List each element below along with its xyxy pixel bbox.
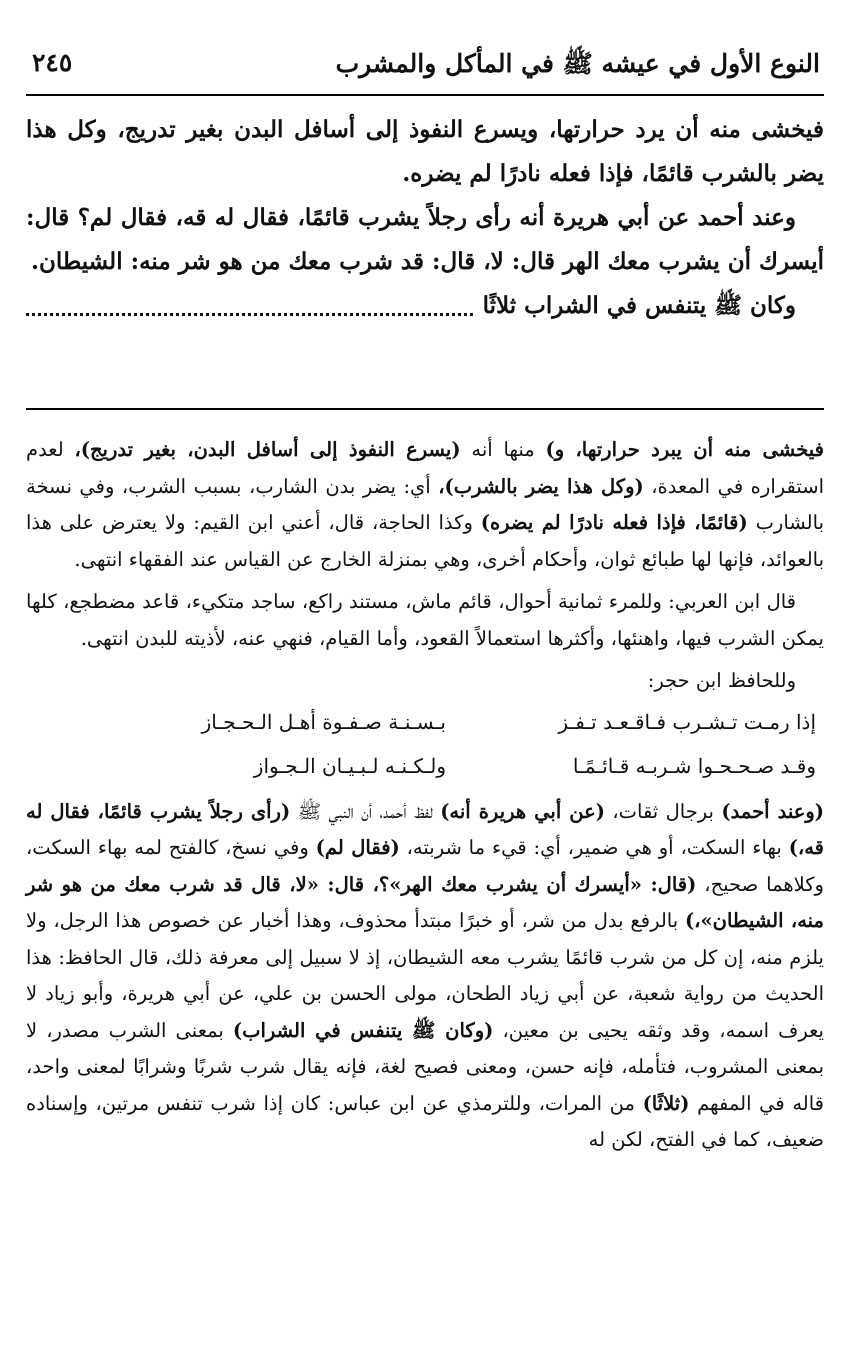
text-run: برجال ثقات،	[604, 799, 722, 823]
text-run: بالرفع بدل من شر، أو خبرًا مبتدأ محذوف، وهذا أخبار عن خصوص هذا الرجل، ولا يلزم منه، إن كل من شرب قائمًا يشرب معه الشيطان، إذ لا سبيل إلى معرفة ذلك، قال الحافظ: هذا الحديث من رواية شعبة، عن أبي زياد الطحان، مولى الحسن بن علي، عن أبي هريرة، وأبو زياد لا يعرف اسمه، وقد وثقه يحيى بن معين،	[26, 909, 824, 1042]
dotted-leader	[26, 297, 473, 316]
text-run: لفظ أحمد، أن النبي ﷺ	[290, 799, 441, 823]
verse-1-second-hemistich: بـسـنـة صـفـوة أهـل الـحـجـاز	[201, 709, 446, 734]
verse-2-second-hemistich: ولـكـنـه لـبـيـان الـجـواز	[253, 753, 446, 778]
section-divider	[26, 408, 824, 410]
bold-quote-run: فيخشى منه أن يبرد حرارتها، و)	[545, 438, 825, 461]
poem-intro: وللحافظ ابن حجر:	[647, 669, 796, 692]
main-paragraph-3-text: وكان ﷺ يتنفس في الشراب ثلاثًا	[482, 292, 796, 319]
bold-quote-run: (قال: «أيسرك أن يشرب معك الهر»؟، قال: «لا، قال قد شرب معك من هو شر منه، الشيطان»،)	[26, 872, 824, 932]
text-run: بهاء السكت، أو هي ضمير، أي: قيء ما شربته،	[399, 836, 789, 859]
text-run: وكذا الحاجة، قال، أعني ابن القيم: ولا يعترض على هذا بالعوائد، فإنها لها طبائع ثوان، وأحكام أخرى، وهي بمنزلة الخارج عن القياس عند الفقهاء انتهى.	[26, 511, 824, 571]
bold-quote-run: (عن أبي هريرة أنه)	[440, 799, 605, 823]
book-page	[26, 0, 824, 1359]
verse-1-first-hemistich: إذا رمـت تـشـرب فـاقـعـد تـفـز	[558, 709, 816, 734]
bold-quote-run: (وكان ﷺ يتنفس في الشراب)	[232, 1018, 494, 1042]
text-run: أي: يضر بدن الشارب، بسبب الشرب، وفي نسخة بالشارب	[26, 474, 824, 534]
main-paragraph-3	[26, 284, 824, 328]
commentary-paragraph-2: قال ابن العربي: وللمرء ثمانية أحوال، قائم ماش، مستند راكع، ساجد متكيء، قاعد مضطجع، كلها يمكن الشرب فيها، واهنئها، وأكثرها استعمالاً القعود، وأما القيام، فنهي عنه، لأذيته للبدن انتهى.	[26, 590, 824, 650]
page-header	[26, 42, 824, 92]
bold-quote-run: (وكل هذا يضر بالشرب)،	[438, 474, 644, 498]
bold-quote-run: (رأى رجلاً يشرب قائمًا، فقال له قه،)	[26, 799, 824, 859]
page-number: ٢٤٥	[32, 48, 73, 77]
text-run: وفي نسخ، كالفتح لمه بهاء السكت، وكلاهما صحيح،	[26, 836, 824, 896]
bold-quote-run: (ثلاثًا)	[642, 1091, 690, 1115]
commentary-paragraph-1	[26, 432, 824, 578]
bold-quote-run: (وعند أحمد)	[721, 799, 824, 823]
running-title: النوع الأول في عيشه ﷺ في المأكل والمشرب	[335, 49, 820, 78]
verse-2-first-hemistich: وقـد صـحـحـوا شـربـه قـائـمًـا	[572, 753, 816, 778]
bold-quote-run: (يسرع النفوذ إلى أسافل البدن، بغير تدريج)،	[74, 438, 461, 461]
text-run: بمعنى الشرب مصدر، لا بمعنى المشروب، فتأمله، فإنه حسن، ومعنى فصيح لغة، فإنه يقال شرب شربًا وشرابًا لمعنى واحد، قاله في المفهم	[26, 1018, 824, 1115]
text-run: منها أنه	[460, 438, 546, 461]
text-run: لعدم استقراره في المعدة،	[26, 438, 825, 498]
verse-line-1	[26, 700, 816, 744]
commentary-paragraph-3	[26, 794, 824, 1159]
verse-line-2	[26, 744, 816, 788]
main-paragraph-1: فيخشى منه أن يرد حرارتها، ويسرع النفوذ إلى أسافل البدن بغير تدريج، وكل هذا يضر بالشرب قائمًا، فإذا فعله نادرًا لم يضره.	[26, 116, 824, 187]
main-paragraph-2: وعند أحمد عن أبي هريرة أنه رأى رجلاً يشرب قائمًا، فقال له قه، فقال لم؟ قال: أيسرك أن يشرب معك الهر قال: لا، قال: قد شرب معك من هو شر منه: الشيطان.	[26, 204, 824, 275]
bold-quote-run: (فقال لم)	[315, 836, 400, 859]
header-rule	[26, 94, 824, 96]
text-run: من المرات، وللترمذي عن ابن عباس: كان إذا شرب تنفس مرتين، وإسناده ضعيف، كما في الفتح، لكن له	[26, 1091, 824, 1151]
commentary	[26, 432, 824, 1159]
bold-quote-run: (قائمًا، فإذا فعله نادرًا لم يضره)	[480, 511, 748, 534]
main-text	[26, 108, 824, 328]
